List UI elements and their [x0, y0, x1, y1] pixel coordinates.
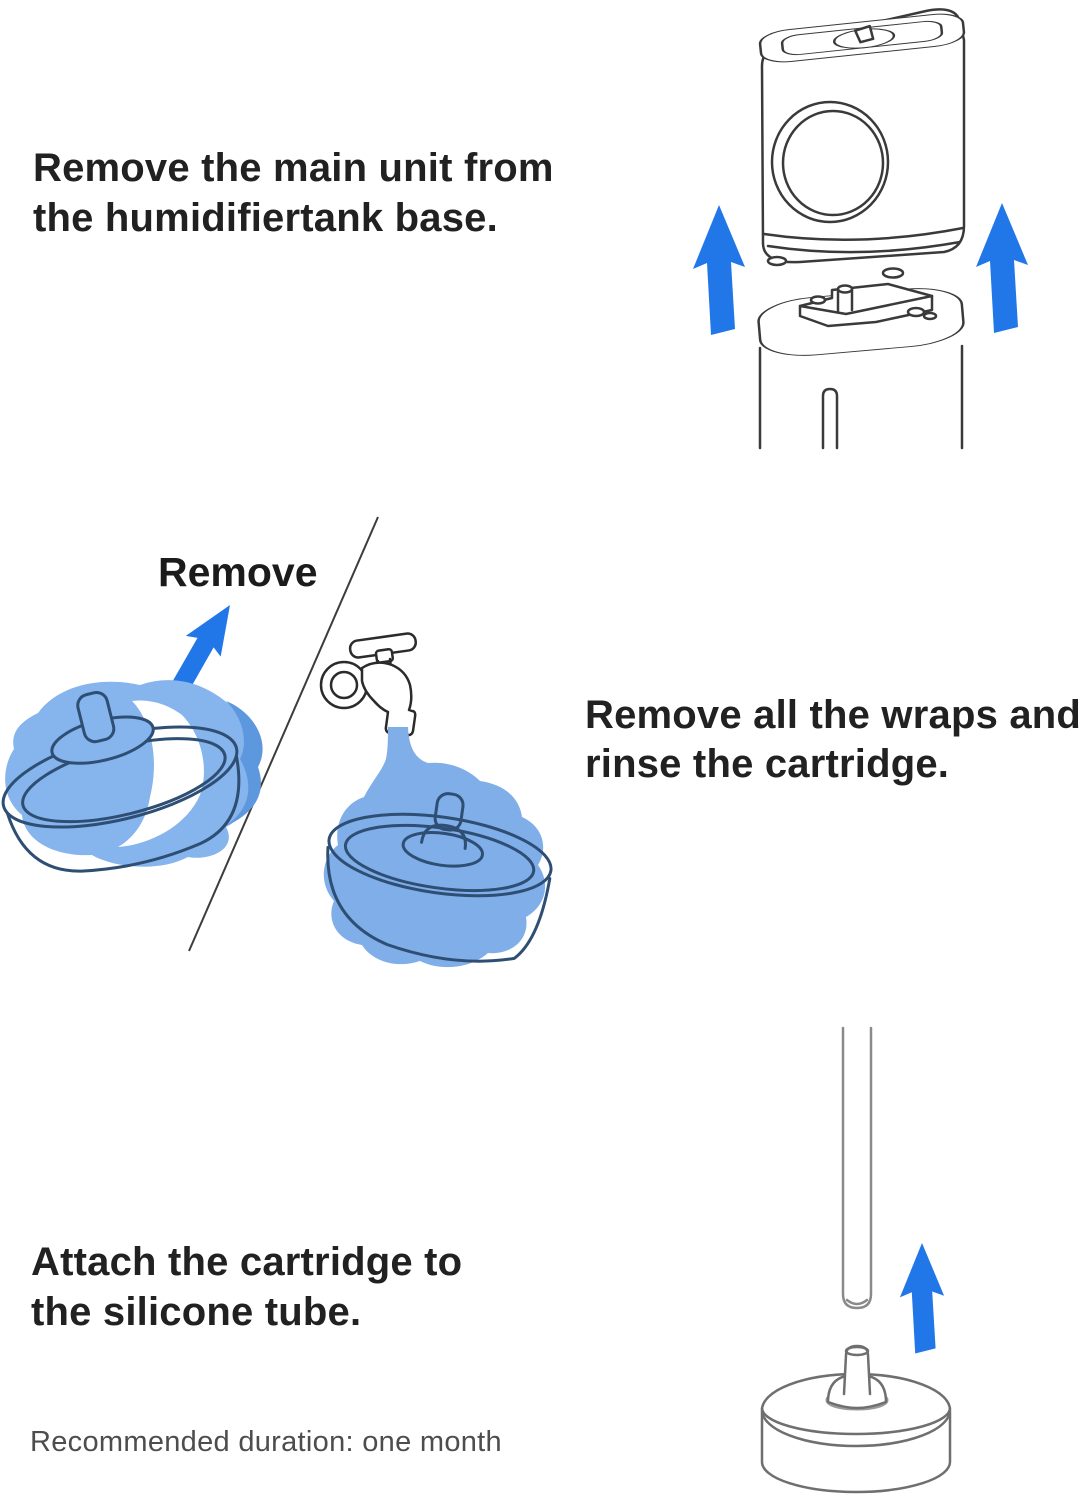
step3-line1: Attach the cartridge to: [31, 1240, 463, 1284]
cartridge-illustration: [762, 1346, 950, 1492]
step3-text: [31, 1237, 462, 1337]
wrapped-cartridge-illustration: [0, 663, 263, 892]
step3-line2: the silicone tube.: [31, 1290, 362, 1334]
step2-line1: Remove all the wraps and: [585, 693, 1082, 737]
step1-line2: the humidifiertank base.: [33, 196, 498, 240]
step3-illustration: [700, 1010, 1090, 1500]
water-level-window: [823, 389, 837, 448]
arrow-up-right-icon: [976, 203, 1028, 333]
step2-text: [585, 691, 1081, 789]
arrow-up-left-icon: [693, 205, 745, 335]
remove-label: Remove: [158, 549, 318, 595]
step1-text: [33, 143, 554, 243]
duration-footnote: Recommended duration: one month: [30, 1426, 502, 1458]
step2-line2: rinse the cartridge.: [585, 742, 950, 786]
wrap-film: [5, 680, 251, 867]
faucet-icon: [321, 632, 418, 735]
step1-illustration: [680, 0, 1090, 455]
silicone-tube-illustration: [843, 1028, 871, 1308]
arrow-up-icon: [900, 1243, 944, 1354]
tank-base-illustration: [757, 284, 965, 448]
main-unit-illustration: [759, 9, 965, 277]
step2-illustration: [0, 505, 560, 980]
step1-line1: Remove the main unit from: [33, 146, 554, 190]
